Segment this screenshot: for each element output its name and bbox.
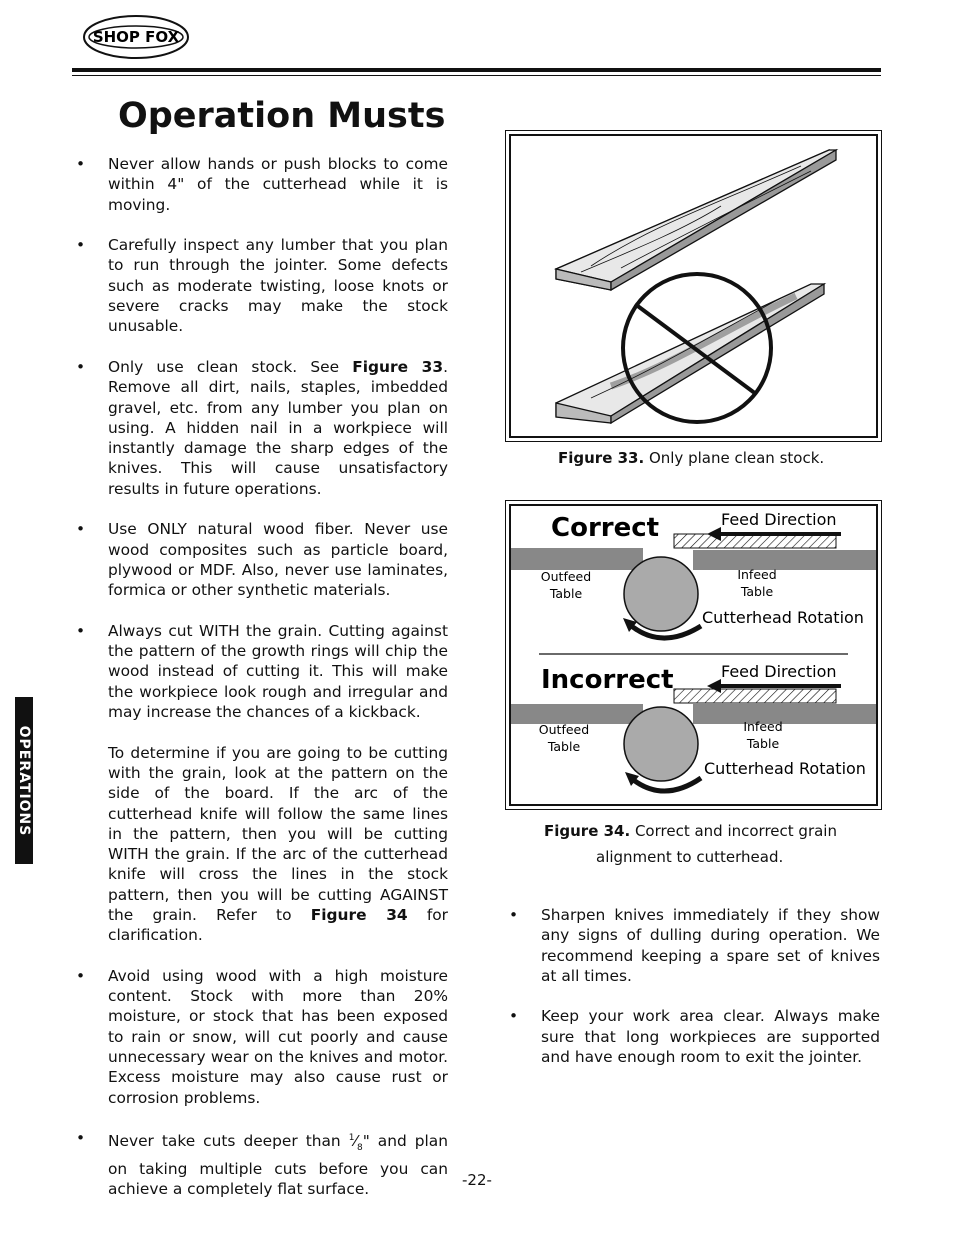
correct-label: Correct	[551, 513, 660, 543]
figure-33	[505, 130, 882, 442]
svg-text:Table: Table	[549, 586, 583, 601]
section-tab-label: OPERATIONS	[16, 725, 32, 836]
bullet-item: • Never allow hands or push blocks to come within 4" of the cutterhead while it is moving.	[76, 155, 448, 214]
figure-34-caption-line2: alignment to cutterhead.	[596, 848, 784, 866]
svg-text:SHOP FOX: SHOP FOX	[92, 28, 180, 46]
svg-text:Outfeed: Outfeed	[538, 722, 590, 737]
prohibited-icon	[623, 274, 771, 422]
clean-board	[556, 150, 836, 290]
bullet-item: • Keep your work area clear. Always make sure that long workpieces are supported and have enough room to exit the jointer.	[509, 1007, 880, 1067]
cutterhead	[624, 707, 698, 781]
page-number: -22-	[462, 1171, 492, 1189]
svg-text:Table: Table	[547, 739, 581, 754]
bullet-text: Use ONLY natural wood fiber. Never use wood composites such as particle board, plywood or MDF. Also, never use laminates, formica or other synthetic materials.	[108, 520, 448, 600]
svg-text:Table: Table	[746, 736, 780, 751]
cutterhead	[624, 557, 698, 631]
bullet-text-post: . Remove all dirt, nails, staples, imbedded gravel, etc. from any lumber you plan on using. A hidden nail in a workpiece will instantly damage the sharp edges of the knives. This will cause unsatisfactory results in future operations.	[108, 357, 448, 498]
bullet-text: Carefully inspect any lumber that you plan to run through the jointer. Some defects such as moderate twisting, loose knots or severe cracks may make the stock unusable.	[108, 236, 448, 336]
figure-34	[505, 500, 882, 810]
bullet-item: • Only use clean stock. See Figure 33. Remove all dirt, nails, staples, imbedded gravel, etc. from any lumber you plan on using. A hidden nail in a workpiece will instantly damage the sharp edges of the knives. This will cause unsatisfactory results in future operations.	[76, 357, 448, 498]
cutterhead-rotation-label: Cutterhead Rotation	[704, 759, 866, 778]
left-column	[72, 154, 448, 1220]
svg-text:Infeed: Infeed	[737, 567, 777, 582]
right-column	[505, 905, 880, 1088]
cutterhead-rotation-label: Cutterhead Rotation	[702, 608, 864, 627]
svg-text:Outfeed: Outfeed	[540, 569, 592, 584]
bullet-item: • Avoid using wood with a high moisture content. Stock with more than 20% moisture, or stock that has been exposed to rain or snow, will cut poorly and cause unnecessary wear on the knives and motor. Excess moisture may also cause rust or corrosion problems.	[76, 966, 448, 1107]
section-tab	[15, 697, 33, 864]
fraction-numerator: 1	[348, 1133, 355, 1144]
bullet-item: • Carefully inspect any lumber that you plan to run through the jointer. Some defects such as moderate twisting, loose knots or severe cracks may make the stock unusable.	[76, 236, 448, 336]
bullet-item: • Sharpen knives immediately if they show any signs of dulling during operation. We recommend keeping a spare set of knives at all times.	[509, 906, 880, 985]
bullet-text: Always cut WITH the grain. Cutting against the pattern of the growth rings will chip the wood instead of cutting it. This will make the workpiece look rough and irregular and may increase the chances of a kickback.	[108, 621, 448, 722]
feed-direction-label: Feed Direction	[721, 510, 837, 529]
header-rule-thin	[72, 75, 881, 76]
bullet-text: Sharpen knives immediately if they show any signs of dulling during operation. We recommend keeping a spare set of knives at all times.	[541, 906, 880, 985]
feed-direction-label: Feed Direction	[721, 662, 837, 681]
bullet-text-pre: Only use clean stock. See	[108, 357, 353, 376]
shop-fox-logo	[82, 14, 190, 60]
workpiece	[674, 689, 836, 703]
clean-vs-dirty-stock-illustration	[511, 136, 876, 436]
figure-34-reference: Figure 34	[310, 905, 408, 924]
page-title: Operation Musts	[118, 96, 446, 136]
fraction-denominator: 8	[357, 1143, 363, 1154]
outfeed-table	[511, 704, 643, 724]
bullet-item: • Never take cuts deeper than $^1⁄_8$" and plan on taking multiple cuts before you can achieve a completely flat surface.	[76, 1129, 448, 1199]
infeed-table	[693, 704, 876, 724]
header-rule	[72, 68, 881, 72]
outfeed-table	[511, 548, 643, 570]
bullet-item: • Use ONLY natural wood fiber. Never use wood composites such as particle board, plywood or MDF. Also, never use laminates, formica or other synthetic materials.	[76, 520, 448, 600]
svg-text:Table: Table	[740, 584, 774, 599]
bullet-item: • Always cut WITH the grain. Cutting against the pattern of the growth rings will chip the wood instead of cutting it. This will make the workpiece look rough and irregular and may increase the chances of a kickback.	[76, 621, 448, 722]
bullet-text: Never allow hands or push blocks to come within 4" of the cutterhead while it is moving.	[108, 155, 448, 214]
incorrect-label: Incorrect	[541, 665, 674, 695]
infeed-table	[693, 550, 876, 570]
bullet-text: Avoid using wood with a high moisture content. Stock with more than 20% moisture, or stock that has been exposed to rain or snow, will cut poorly and cause unnecessary wear on the knives and motor. Excess moisture may also cause rust or corrosion problems.	[108, 966, 448, 1107]
svg-text:Infeed: Infeed	[743, 719, 783, 734]
figure-33-caption: Figure 33. Only plane clean stock.	[558, 449, 825, 467]
dirty-board	[556, 284, 824, 423]
grain-paragraph: To determine if you are going to be cutting with the grain, look at the pattern on the side of the board. If the arc of the cutterhead knife will follow the same lines in the pattern, then you will be cutting WITH the grain. If the arc of the cutterhead knife will cross the lines in the stock pattern, then you will be cutting AGAINST the grain. Refer to Figure 34 for clarification.	[108, 743, 448, 945]
figure-33-reference: Figure 33	[352, 357, 444, 376]
grain-alignment-diagram	[511, 506, 876, 804]
figure-34-caption: Figure 34. Correct and incorrect grain	[544, 822, 837, 840]
workpiece	[674, 534, 836, 548]
bullet-text: Keep your work area clear. Always make sure that long workpieces are supported and have enough room to exit the jointer.	[541, 1007, 880, 1067]
